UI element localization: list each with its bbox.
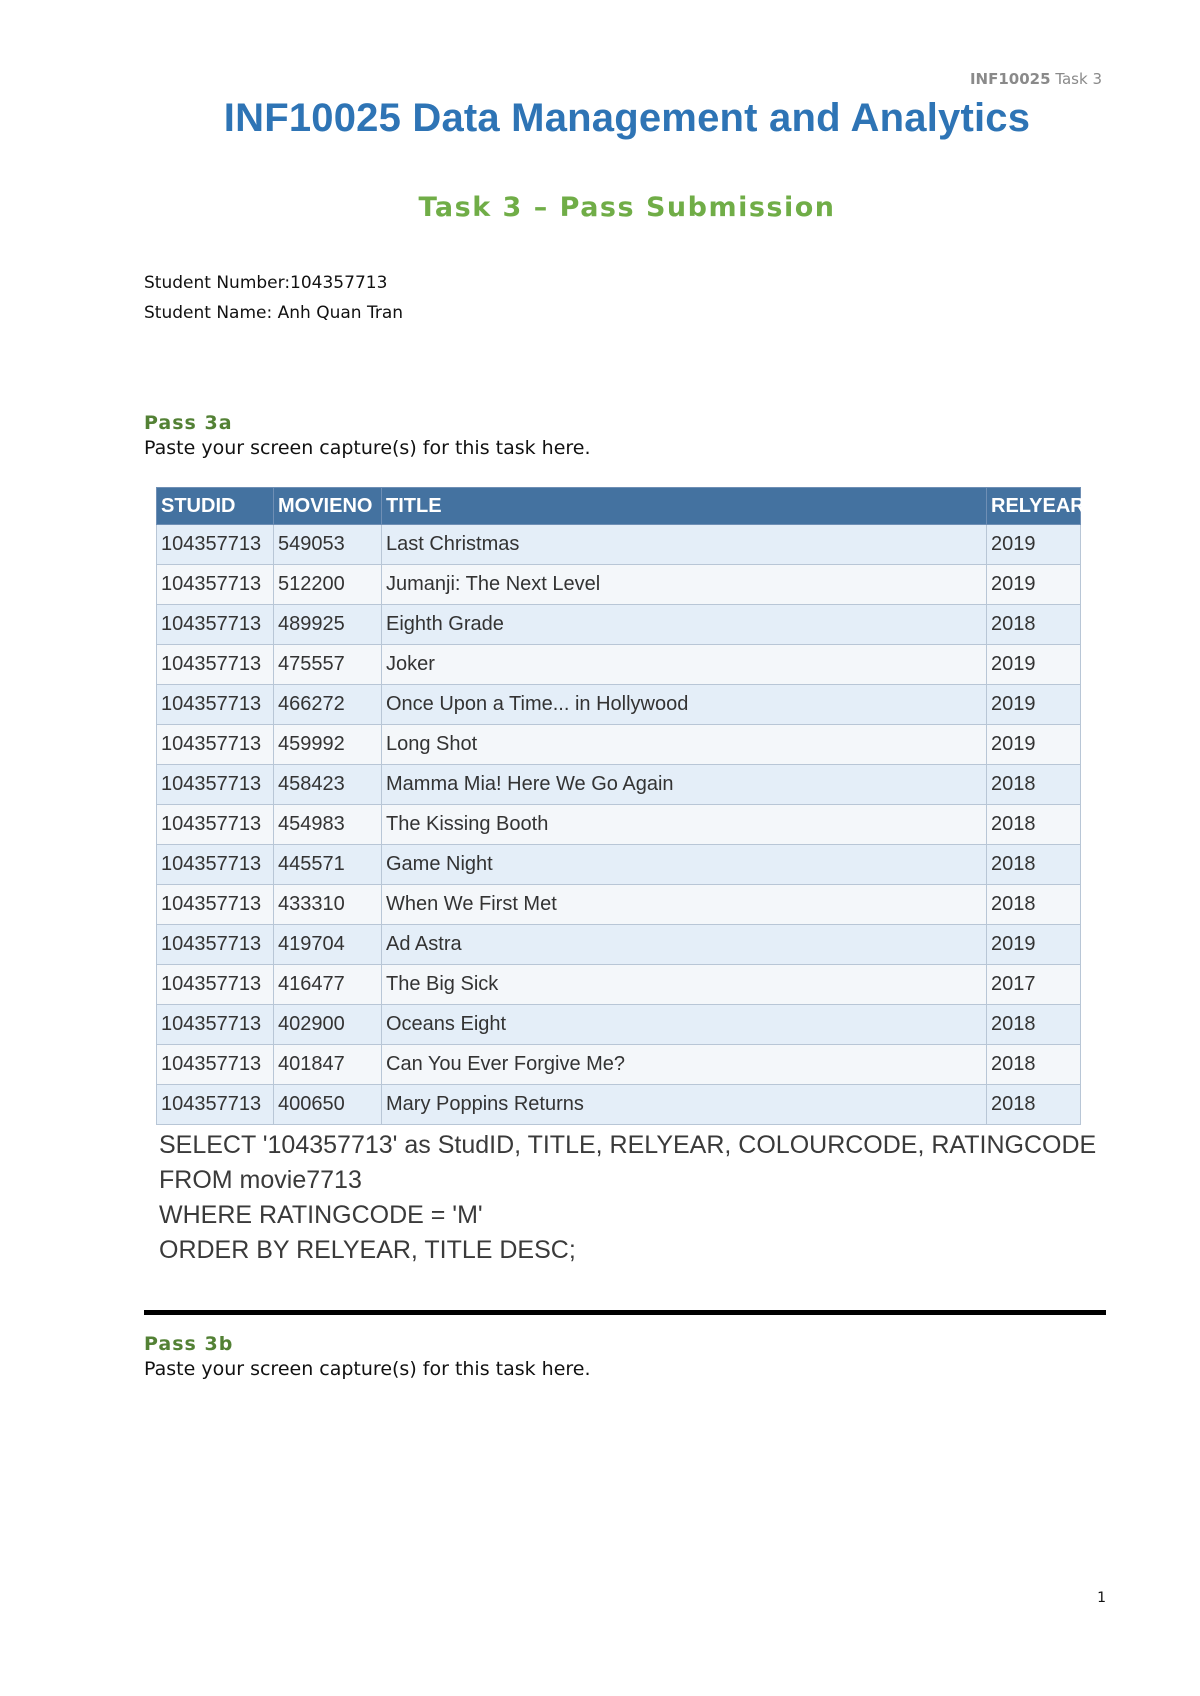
table-row bbox=[157, 1005, 1081, 1045]
cell-studid: 104357713 bbox=[157, 885, 274, 925]
table-row bbox=[157, 645, 1081, 685]
student-name-line bbox=[144, 298, 403, 328]
cell-title: Last Christmas bbox=[382, 525, 987, 565]
cell-studid: 104357713 bbox=[157, 565, 274, 605]
cell-studid: 104357713 bbox=[157, 1005, 274, 1045]
cell-studid: 104357713 bbox=[157, 965, 274, 1005]
cell-studid: 104357713 bbox=[157, 765, 274, 805]
cell-title: Ad Astra bbox=[382, 925, 987, 965]
sql-line: FROM movie7713 bbox=[159, 1166, 362, 1194]
document-title: INF10025 Data Management and Analytics bbox=[223, 96, 1031, 140]
cell-studid: 104357713 bbox=[157, 685, 274, 725]
cell-movieno: 454983 bbox=[274, 805, 382, 845]
cell-relyear: 2018 bbox=[987, 765, 1081, 805]
cell-movieno: 489925 bbox=[274, 605, 382, 645]
table-row bbox=[157, 925, 1081, 965]
cell-relyear: 2019 bbox=[987, 925, 1081, 965]
pass-3a-heading: Pass 3a bbox=[144, 412, 233, 434]
student-number-line bbox=[144, 268, 403, 298]
cell-title: The Kissing Booth bbox=[382, 805, 987, 845]
cell-title: Oceans Eight bbox=[382, 1005, 987, 1045]
table-row bbox=[157, 765, 1081, 805]
table-row bbox=[157, 685, 1081, 725]
table-row bbox=[157, 1085, 1081, 1125]
cell-relyear: 2018 bbox=[987, 1005, 1081, 1045]
cell-studid: 104357713 bbox=[157, 1045, 274, 1085]
pass-3a-instruction: Paste your screen capture(s) for this task here. bbox=[144, 437, 591, 459]
column-header-relyear: RELYEAR bbox=[987, 488, 1081, 525]
cell-studid: 104357713 bbox=[157, 525, 274, 565]
cell-relyear: 2018 bbox=[987, 605, 1081, 645]
cell-title: The Big Sick bbox=[382, 965, 987, 1005]
sql-line: ORDER BY RELYEAR, TITLE DESC; bbox=[159, 1236, 576, 1264]
table-row bbox=[157, 725, 1081, 765]
table-row bbox=[157, 1045, 1081, 1085]
table-row bbox=[157, 885, 1081, 925]
cell-movieno: 512200 bbox=[274, 565, 382, 605]
table-header-row bbox=[157, 488, 1081, 525]
column-header-title: TITLE bbox=[382, 488, 987, 525]
cell-relyear: 2018 bbox=[987, 1085, 1081, 1125]
cell-title: Can You Ever Forgive Me? bbox=[382, 1045, 987, 1085]
cell-relyear: 2019 bbox=[987, 645, 1081, 685]
student-number-label: Student Number: bbox=[144, 273, 291, 293]
cell-studid: 104357713 bbox=[157, 725, 274, 765]
cell-movieno: 402900 bbox=[274, 1005, 382, 1045]
cell-studid: 104357713 bbox=[157, 805, 274, 845]
cell-relyear: 2017 bbox=[987, 965, 1081, 1005]
document-subtitle: Task 3 – Pass Submission bbox=[418, 192, 836, 223]
column-header-movieno: MOVIENO bbox=[274, 488, 382, 525]
cell-movieno: 400650 bbox=[274, 1085, 382, 1125]
sql-query bbox=[159, 1128, 1096, 1268]
cell-title: Mamma Mia! Here We Go Again bbox=[382, 765, 987, 805]
cell-studid: 104357713 bbox=[157, 1085, 274, 1125]
cell-relyear: 2019 bbox=[987, 525, 1081, 565]
cell-movieno: 459992 bbox=[274, 725, 382, 765]
student-number: 104357713 bbox=[290, 273, 388, 293]
cell-movieno: 475557 bbox=[274, 645, 382, 685]
cell-title: Long Shot bbox=[382, 725, 987, 765]
cell-movieno: 445571 bbox=[274, 845, 382, 885]
pass-3b-heading: Pass 3b bbox=[144, 1333, 234, 1355]
cell-title: Mary Poppins Returns bbox=[382, 1085, 987, 1125]
cell-studid: 104357713 bbox=[157, 845, 274, 885]
column-header-studid: STUDID bbox=[157, 488, 274, 525]
cell-movieno: 549053 bbox=[274, 525, 382, 565]
table-row bbox=[157, 845, 1081, 885]
cell-relyear: 2018 bbox=[987, 885, 1081, 925]
section-divider bbox=[144, 1310, 1106, 1315]
table-row bbox=[157, 565, 1081, 605]
cell-movieno: 401847 bbox=[274, 1045, 382, 1085]
sql-line: WHERE RATINGCODE = 'M' bbox=[159, 1201, 483, 1229]
page-header bbox=[970, 70, 1102, 88]
cell-studid: 104357713 bbox=[157, 645, 274, 685]
header-task: Task 3 bbox=[1055, 70, 1102, 88]
cell-title: Game Night bbox=[382, 845, 987, 885]
cell-relyear: 2018 bbox=[987, 1045, 1081, 1085]
cell-studid: 104357713 bbox=[157, 925, 274, 965]
table-row bbox=[157, 605, 1081, 645]
student-name: Anh Quan Tran bbox=[277, 303, 404, 323]
table-row bbox=[157, 805, 1081, 845]
cell-movieno: 433310 bbox=[274, 885, 382, 925]
cell-relyear: 2019 bbox=[987, 725, 1081, 765]
page-number: 1 bbox=[1097, 1590, 1106, 1606]
cell-movieno: 419704 bbox=[274, 925, 382, 965]
student-name-label: Student Name: bbox=[144, 303, 273, 323]
cell-studid: 104357713 bbox=[157, 605, 274, 645]
cell-title: Jumanji: The Next Level bbox=[382, 565, 987, 605]
cell-title: Eighth Grade bbox=[382, 605, 987, 645]
cell-relyear: 2018 bbox=[987, 845, 1081, 885]
cell-relyear: 2018 bbox=[987, 805, 1081, 845]
cell-title: Once Upon a Time... in Hollywood bbox=[382, 685, 987, 725]
sql-line: SELECT '104357713' as StudID, TITLE, RELYEAR, COLOURCODE, RATINGCODE bbox=[159, 1131, 1097, 1159]
cell-relyear: 2019 bbox=[987, 685, 1081, 725]
query-result-table bbox=[156, 487, 1085, 1125]
table-row bbox=[157, 965, 1081, 1005]
student-info bbox=[144, 268, 403, 328]
cell-title: When We First Met bbox=[382, 885, 987, 925]
cell-movieno: 416477 bbox=[274, 965, 382, 1005]
pass-3b-instruction: Paste your screen capture(s) for this task here. bbox=[144, 1358, 591, 1380]
header-course-code: INF10025 bbox=[969, 70, 1051, 88]
cell-title: Joker bbox=[382, 645, 987, 685]
table-body bbox=[157, 525, 1081, 1125]
cell-relyear: 2019 bbox=[987, 565, 1081, 605]
table-row bbox=[157, 525, 1081, 565]
cell-movieno: 458423 bbox=[274, 765, 382, 805]
cell-movieno: 466272 bbox=[274, 685, 382, 725]
